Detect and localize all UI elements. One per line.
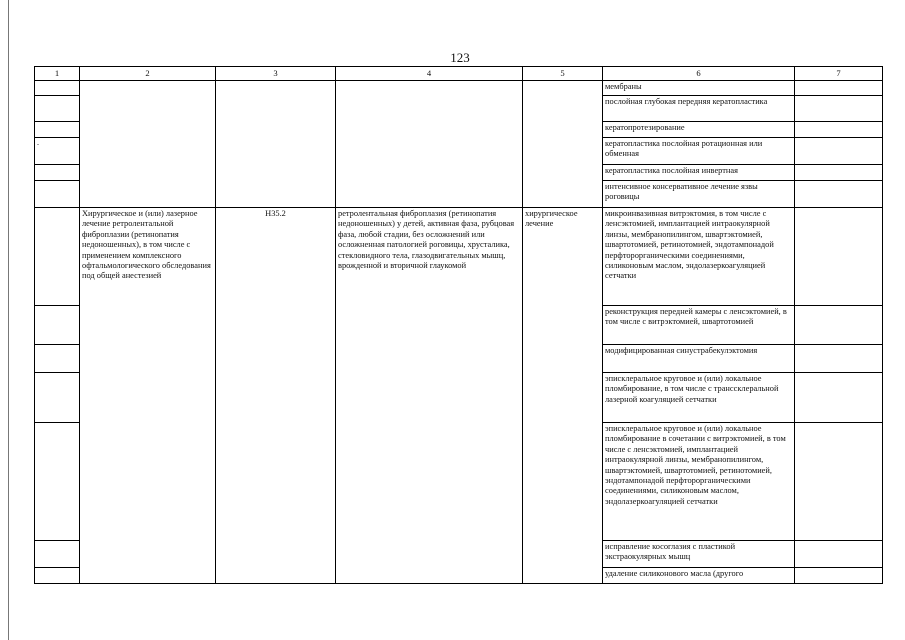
col1-cell <box>35 306 80 345</box>
col1-cell <box>35 373 80 423</box>
treatment-kind-cell: хирургическое лечение <box>523 208 603 584</box>
icd-code-cell: H35.2 <box>216 208 336 584</box>
col1-cell <box>35 568 80 584</box>
header-row <box>35 67 883 81</box>
method-cell: кератопластика послойная ротационная или обменная <box>603 138 795 165</box>
col2-empty-cell <box>80 81 216 208</box>
method-cell: эписклеральное круговое и (или) локальное пломбирование, в том числе с транссклеральной лазерной коагуляцией сетчатки <box>603 373 795 423</box>
method-cell: кератопротезирование <box>603 122 795 138</box>
col1-cell <box>35 423 80 541</box>
col1-cell <box>35 96 80 122</box>
col1-cell <box>35 165 80 181</box>
header-cell: 3 <box>216 67 336 81</box>
col7-cell <box>795 138 883 165</box>
method-cell: интенсивное консервативное лечение язвы роговицы <box>603 181 795 208</box>
page-margin-line <box>8 0 9 640</box>
header-cell: 1 <box>35 67 80 81</box>
table-row <box>35 208 883 306</box>
page-number: 123 <box>450 50 470 65</box>
col4-empty-cell <box>336 81 523 208</box>
method-cell: микроинвазивная витрэктомия, в том числе с ленсэктомией, имплантацией интраокулярной линзы, мембранопилингом, швартэктомией, швартотомией, ретинотомией, эндотампонадой перфторорганическими соединениями, силиконовым маслом, эндолазеркоагуляцией сетчатки <box>603 208 795 306</box>
header-cell: 2 <box>80 67 216 81</box>
col5-empty-cell <box>523 81 603 208</box>
col7-cell <box>795 165 883 181</box>
col7-cell <box>795 122 883 138</box>
col7-cell <box>795 373 883 423</box>
col7-cell <box>795 81 883 96</box>
col7-cell <box>795 568 883 584</box>
col1-cell <box>35 81 80 96</box>
method-cell: модифицированная синустрабекулэктомия <box>603 345 795 373</box>
method-cell: мембраны <box>603 81 795 96</box>
medical-care-table <box>34 66 883 584</box>
col1-cell <box>35 541 80 568</box>
header-cell: 5 <box>523 67 603 81</box>
method-cell: исправление косоглазия с пластикой экстраокулярных мышц <box>603 541 795 568</box>
method-cell: послойная глубокая передняя кератопластика <box>603 96 795 122</box>
col7-cell <box>795 306 883 345</box>
col3-empty-cell <box>216 81 336 208</box>
diagnosis-cell: ретролентальная фиброплазия (ретинопатия недоношенных) у детей, активная фаза, рубцовая фаза, любой стадии, без осложнений или осложненная патологией роговицы, хрусталика, стекловидного тела, глазодвигательных мышц, врожденной и вторичной глаукомой <box>336 208 523 584</box>
col1-cell <box>35 345 80 373</box>
col1-cell <box>35 208 80 306</box>
header-cell: 6 <box>603 67 795 81</box>
treatment-type-cell: Хирургическое и (или) лазерное лечение ретролентальной фиброплазии (ретинопатия недоношенных), в том числе с применением комплексного офтальмологического обследования под общей анестезией <box>80 208 216 584</box>
method-cell: реконструкция передней камеры с ленсэктомией, в том числе с витрэктомией, швартотомией <box>603 306 795 345</box>
col1-cell <box>35 122 80 138</box>
col7-cell <box>795 208 883 306</box>
col7-cell <box>795 423 883 541</box>
col7-cell <box>795 181 883 208</box>
method-cell: эписклеральное круговое и (или) локальное пломбирование в сочетании с витрэктомией, в том числе с ленсэктомией, имплантацией интраокулярной линзы, мембранопилингом, швартэктомией, швартотомией, ретинотомией, эндотампонадой перфторорганическими соединениями, силиконовым маслом, эндолазеркоагуляцией сетчатки <box>603 423 795 541</box>
col1-cell <box>35 181 80 208</box>
method-cell: удаление силиконового масла (другого <box>603 568 795 584</box>
header-cell: 4 <box>336 67 523 81</box>
col7-cell <box>795 345 883 373</box>
col7-cell <box>795 541 883 568</box>
col1-mark: . <box>35 138 80 165</box>
method-cell: кератопластика послойная инвертная <box>603 165 795 181</box>
header-cell: 7 <box>795 67 883 81</box>
table-row <box>35 81 883 96</box>
col7-cell <box>795 96 883 122</box>
